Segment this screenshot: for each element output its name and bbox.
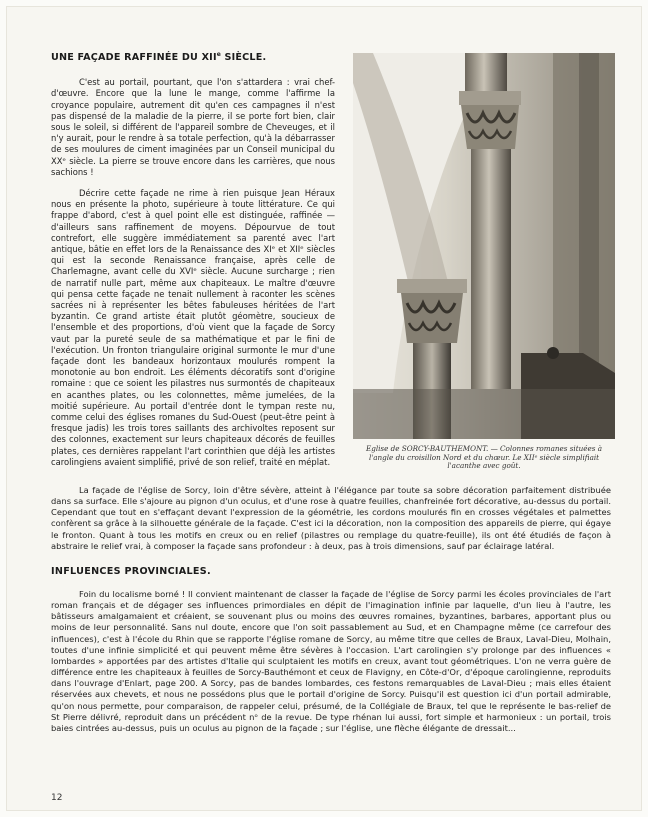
paragraph-elegance: La façade de l'église de Sorcy, loin d'être sévère, atteint à l'élégance par toute sa sobre décoration parfaitement distribuée dans sa surface. Elle s'ajoure au pignon d'un oculus, et d'une rose à quatre feuilles, chanfreinée fort décorative, au-dessus du portail. Cependant que tout en s'effaçant devant l'expression de la géométrie, les cordons moulurés fin en crosses végétales et palmettes confèrent sa grâce à la silhouette générale de la façade. C'est ici la décoration, non la composition des appareils de pierre, qui égaye le fronton. Quant à tous les motifs en creux ou en relief (pilastres ou remplage du quatre-feuille), ils ont été étudiés de façon à abstraire le relief vrai, à composer la façade sans profondeur : à deux, pas à trois dimensions, sauf par éclairage latéral. [51, 485, 611, 551]
photo-caption: Eglise de SORCY-BAUTHEMONT. — Colonnes romanes situées à l'angle du croisillon Nord et du chœur. Le XIIᵉ siècle simplifiait l'acanthe avec goût. [365, 444, 602, 471]
section-heading-facade [51, 51, 335, 63]
capital-illustration [353, 53, 615, 439]
heading-tail: SIÈCLE. [221, 52, 267, 64]
church-column-photo [353, 53, 615, 439]
heading-superscript: e [216, 51, 221, 58]
heading-text: UNE FAÇADE RAFFINÉE DU XII [51, 52, 217, 64]
page [6, 6, 642, 811]
paragraph-portail: C'est au portail, pourtant, que l'on s'attardera : vrai chef-d'œuvre. Encore que la lune le mange, comme l'affirme la croyance populaire, autrement dit qu'en ces campagnes il n'est pas dispensé de la maladie de la pierre, il se porte fort bien, clair sous le soleil, si différent de l'appareil sombre de Cheveuges, et il n'y aurait, pour le rendre à sa totale perfection, qu'à la débarrasser de ses moulures de ciment imaginées par un Conseil municipal du XXᵉ siècle. La pierre se trouve encore dans les carrières, que nous sachions ! [51, 77, 335, 177]
page-number: 12 [51, 793, 63, 803]
section-heading-influences: INFLUENCES PROVINCIALES. [51, 565, 211, 577]
paragraph-description: Décrire cette façade ne rime à rien puisque Jean Héraux nous en présente la photo, supérieure à toute littérature. Ce qui frappe d'abord, c'est à quel point elle est distinguée, raffinée — d'ailleurs sans raffinement de moyens. Dépourvue de tout contrefort, elle suggère immédiatement sa parenté avec l'art antique, bâtie en effet lors de la Renaissance des XIᵉ et XIIᵉ siècles qui est la seconde Renaissance française, après celle de Charlemagne, avant celle du XVIᵉ siècle. Aucune surcharge ; rien de narratif nulle part, même aux chapiteaux. Le maître d'œuvre qui pensa cette façade ne tenait nullement à raconter les scènes sacrées ni à représenter les bêtes fabuleuses héritées de l'art byzantin. Ce grand artiste était plutôt géomètre, soucieux de l'ensemble et des proportions, d'où vient que la façade de Sorcy vaut par la pureté seule de sa mathématique et par le fini de l'exécution. Un fronton triangulaire original surmonte le mur d'une façade dont les bandeaux horizontaux moulurés rompent la monotonie au bon endroit. Les éléments décoratifs sont d'origine romaine : que ce soient les pilastres nus surmontés de chapiteaux en acanthes plates, ou les colonnettes, même jumelées, de la moitié supérieure. Au portail d'entrée dont le tympan reste nu, comme celui des églises romanes du Sud-Ouest (peut-être peint à fresque jadis) les trois tores saillants des archivoltes reposent sur des colonnes, exactement sur leurs chapiteaux décorés de feuilles plates, ces dernières rappelant l'art corinthien que déjà les artistes carolingiens avaient simplifié, privé de son relief, traité en méplat. [51, 188, 335, 467]
full-width-text [51, 485, 611, 744]
paragraph-influences: Foin du localisme borné ! Il convient maintenant de classer la façade de l'église de Sorcy parmi les écoles provinciales de l'art roman français et de dégager ses influences primordiales en dépit de l'imagination infinie par laquelle, d'un lieu à l'autre, les bâtisseurs amalgamaient et créaient, se souvenant plus ou moins des œuvres romaines, byzantines, barbares, apportant plus ou moins de leur personnalité. Sans nul doute, encore que l'on soit passablement au Sud, et en Champagne même (ce carrefour des influences), c'est à l'école du Rhin que se rapporte l'église romane de Sorcy, au même titre que celles de Braux, Laval-Dieu, Molhain, toutes d'une infinie simplicité et qui peuvent même être sévères à l'occasion. L'art carolingien s'y prolonge par des influences « lombardes » apportées par des artistes d'Italie qui sculptaient les motifs en creux, avant tout géométriques. L'on ne verra guère de différence entre les chapiteaux à feuilles de Sorcy-Bauthémont et ceux de Flavigny, en Côte-d'Or, d'époque carolingienne, reproduits dans l'ouvrage d'Enlart, page 200. A Sorcy, pas de bandes lombardes, ces festons remarquables de Laval-Dieu ; mais elles étaient réservées aux chevets, et nous ne possédons plus que le portail d'origine de Sorcy. Puisqu'il est question ici d'un portail admirable, qu'on nous permette, pour comparaison, de rappeler celui, présumé, de la Collégiale de Braux, tel que le représente le bas-relief de St Pierre délivré, reproduit dans un précédent nᵒ de la revue. De type rhénan lui aussi, fort simple et harmonieux : un portail, trois baies cintrées au-dessus, puis un oculus au pignon de la façade ; sur l'église, une flèche élégante de dressait... [51, 588, 611, 733]
left-column [51, 51, 335, 478]
